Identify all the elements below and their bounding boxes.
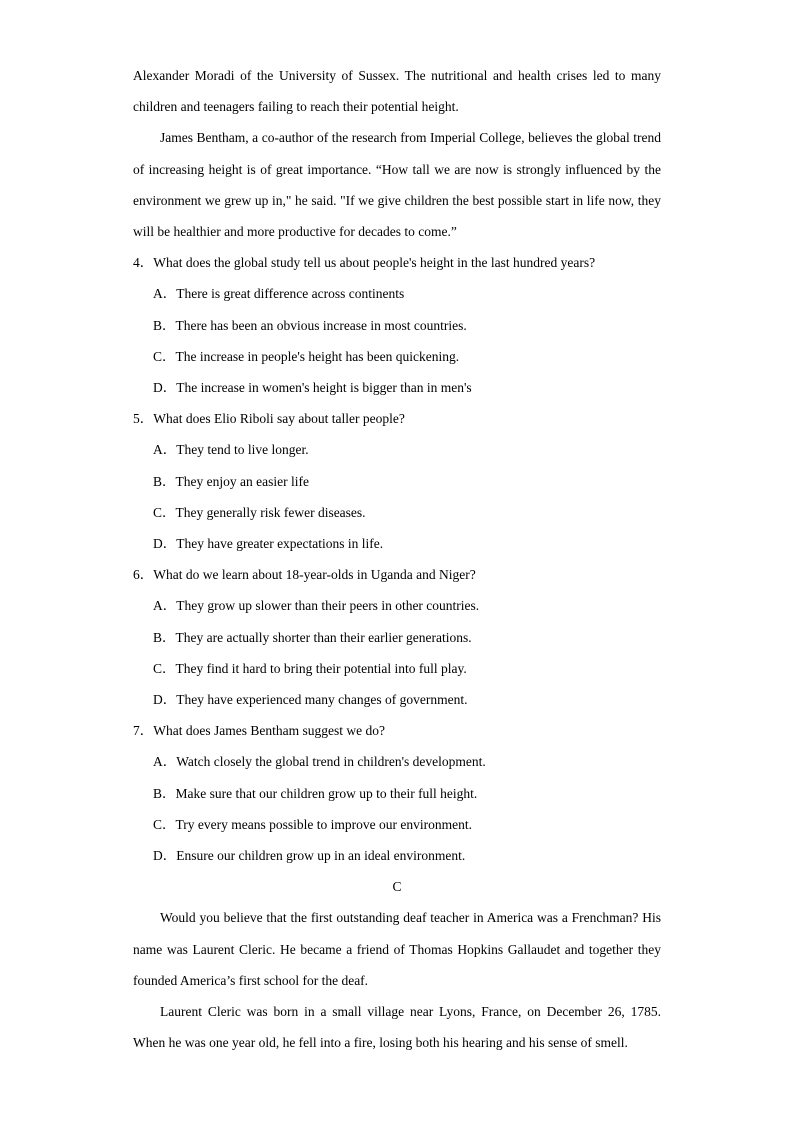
passage-b-paragraph: James Bentham, a co-author of the research from Imperial College, believes the global trend of increasing height is of great importance. “How tall we are now is strongly influenced by the environment we grew up in," he said. "If we give children the best possible start in life now, they will be healthier and more productive for decades to come.”	[133, 130, 661, 240]
answer-option: A．They grow up slower than their peers in other countries.	[153, 598, 480, 614]
answer-option: B．They are actually shorter than their earlier generations.	[153, 629, 472, 645]
answer-option: C．They generally risk fewer diseases.	[153, 504, 366, 520]
section-heading: C	[392, 879, 402, 895]
answer-option: C．The increase in people's height has been quickening.	[153, 348, 460, 364]
question-4	[133, 247, 661, 403]
question-7	[133, 715, 661, 871]
answer-option: A．They tend to live longer.	[153, 442, 309, 458]
answer-option: A．There is great difference across continents	[153, 286, 405, 302]
question-6	[133, 559, 661, 715]
answer-option: A．Watch closely the global trend in children's development.	[153, 754, 486, 770]
answer-option: B．They enjoy an easier life	[153, 473, 309, 489]
answer-option: D．They have greater expectations in life.	[153, 536, 384, 552]
answer-option: C．Try every means possible to improve our environment.	[153, 816, 472, 832]
question-stem: 7．What does James Bentham suggest we do?	[133, 723, 385, 739]
answer-option: B．There has been an obvious increase in most countries.	[153, 317, 467, 333]
question-stem: 5．What does Elio Riboli say about taller people?	[133, 411, 405, 427]
document-page	[133, 60, 661, 1059]
passage-b-paragraph: Alexander Moradi of the University of Sussex. The nutritional and health crises led to many children and teenagers failing to reach their potential height.	[133, 68, 661, 115]
answer-option: D．They have experienced many changes of government.	[153, 692, 468, 708]
question-stem: 6．What do we learn about 18-year-olds in Uganda and Niger?	[133, 567, 476, 583]
question-5	[133, 403, 661, 559]
answer-option: D．The increase in women's height is bigger than in men's	[153, 380, 472, 396]
answer-option: B．Make sure that our children grow up to their full height.	[153, 785, 478, 801]
passage-c-paragraph: Laurent Cleric was born in a small village near Lyons, France, on December 26, 1785. When he was one year old, he fell into a fire, losing both his hearing and his sense of smell.	[133, 1004, 661, 1051]
passage-c-paragraph: Would you believe that the first outstanding deaf teacher in America was a Frenchman? His name was Laurent Cleric. He became a friend of Thomas Hopkins Gallaudet and together they founded America’s first school for the deaf.	[133, 910, 661, 988]
answer-option: C．They find it hard to bring their potential into full play.	[153, 660, 467, 676]
answer-option: D．Ensure our children grow up in an ideal environment.	[153, 848, 466, 864]
question-stem: 4．What does the global study tell us about people's height in the last hundred years?	[133, 255, 596, 271]
